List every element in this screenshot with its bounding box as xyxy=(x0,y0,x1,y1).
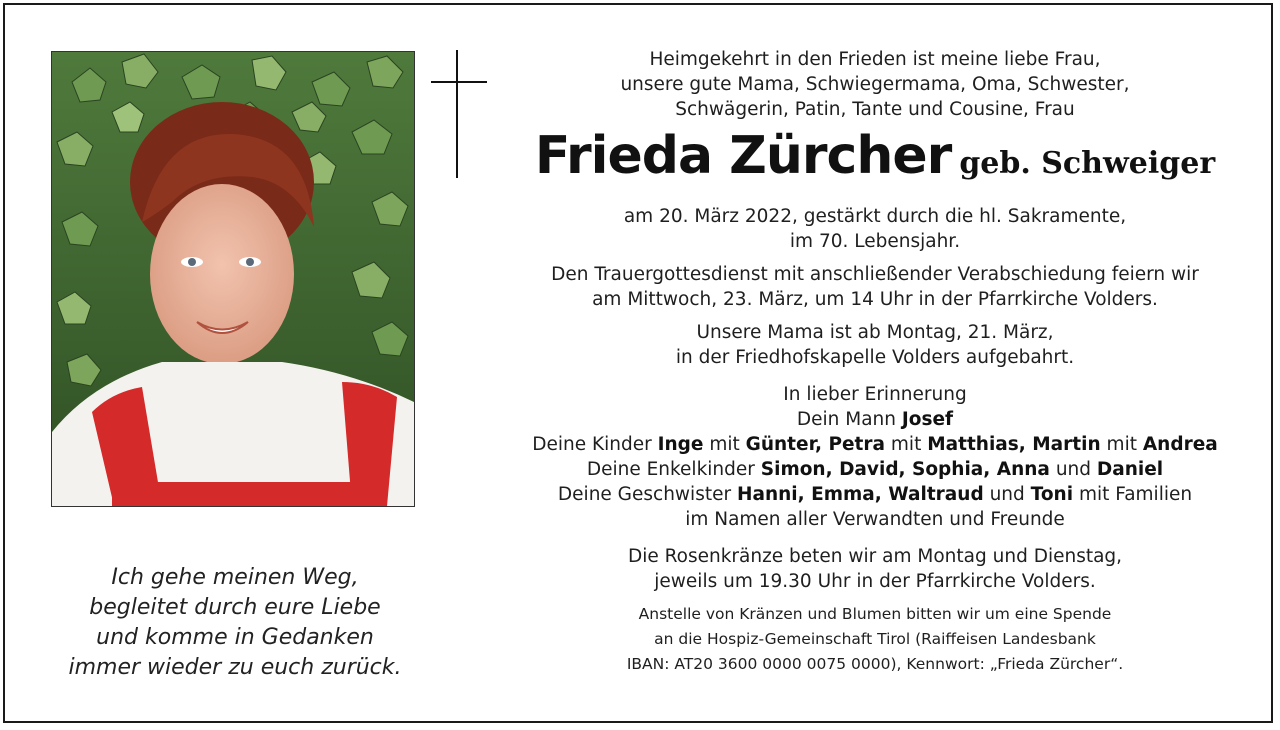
death-info xyxy=(505,204,1245,254)
rosary-line: Die Rosenkränze beten wir am Montag und Dienstag, xyxy=(627,546,1123,567)
donation-info xyxy=(505,602,1245,677)
intro-line: unsere gute Mama, Schwiegermama, Oma, Schwester, xyxy=(620,74,1130,95)
grandchildren-line: Deine Enkelkinder Simon, David, Sophia, Anna und Daniel xyxy=(586,459,1164,480)
donation-line: IBAN: AT20 3600 0000 0075 0000), Kennwort: „Frieda Zürcher“. xyxy=(626,655,1124,673)
obituary-text xyxy=(505,45,1245,677)
intro-line: Heimgekehrt in den Frieden ist meine liebe Frau, xyxy=(649,49,1101,70)
poem xyxy=(35,563,435,683)
laid-out-line: in der Friedhofskapelle Volders aufgebahrt. xyxy=(675,347,1075,368)
cross-icon xyxy=(431,50,491,180)
funeral-service xyxy=(505,262,1245,312)
rosary-info xyxy=(505,544,1245,594)
mourners xyxy=(505,382,1245,532)
laid-out-info xyxy=(505,320,1245,370)
intro-line: Schwägerin, Patin, Tante und Cousine, Frau xyxy=(675,99,1075,120)
donation-line: Anstelle von Kränzen und Blumen bitten wir um eine Spende xyxy=(638,605,1112,623)
poem-line: immer wieder zu euch zurück. xyxy=(68,655,402,680)
donation-line: an die Hospiz-Gemeinschaft Tirol (Raiffeisen Landesbank xyxy=(654,630,1096,648)
death-line: im 70. Lebensjahr. xyxy=(789,231,961,252)
birth-name: geb. Schweiger xyxy=(959,146,1216,181)
closing-line: im Namen aller Verwandten und Freunde xyxy=(685,509,1065,530)
poem-line: begleitet durch eure Liebe xyxy=(89,595,381,620)
portrait-photo xyxy=(51,51,415,507)
children-line: Deine Kinder Inge mit Günter, Petra mit Matthias, Martin mit Andrea xyxy=(532,434,1218,455)
full-name: Frieda Zürcher xyxy=(534,126,952,186)
poem-line: und komme in Gedanken xyxy=(96,625,374,650)
laid-out-line: Unsere Mama ist ab Montag, 21. März, xyxy=(696,322,1054,343)
deceased-name xyxy=(505,126,1245,198)
service-line: am Mittwoch, 23. März, um 14 Uhr in der Pfarrkirche Volders. xyxy=(592,289,1158,310)
service-line: Den Trauergottesdienst mit anschließender Verabschiedung feiern wir xyxy=(551,264,1199,285)
intro xyxy=(505,47,1245,122)
husband-line: Dein Mann Josef xyxy=(796,409,954,430)
poem-line: Ich gehe meinen Weg, xyxy=(111,565,359,590)
mourners-heading: In lieber Erinnerung xyxy=(783,384,967,405)
siblings-line: Deine Geschwister Hanni, Emma, Waltraud und Toni mit Familien xyxy=(557,484,1193,505)
obituary-card xyxy=(3,3,1273,723)
death-line: am 20. März 2022, gestärkt durch die hl. Sakramente, xyxy=(623,206,1127,227)
rosary-line: jeweils um 19.30 Uhr in der Pfarrkirche Volders. xyxy=(654,571,1096,592)
